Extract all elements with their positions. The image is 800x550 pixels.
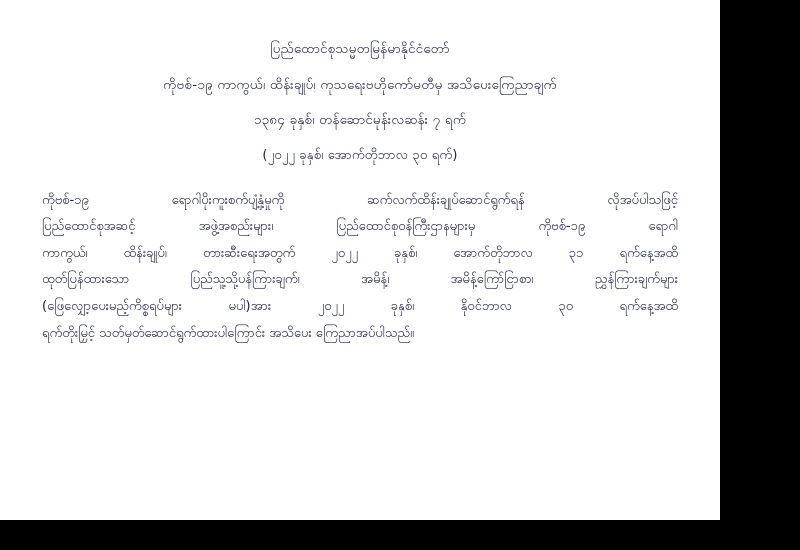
document-heading-block (40, 40, 680, 166)
paragraph-line: ထုတ်ပြန်ထားသော ပြည်သူ့သို့ပန်ကြားချက်၊ အမိန့်၊ အမိန့်ကြော်ငြာစာ၊ ညွှန်ကြားချက်များ (42, 272, 678, 288)
paragraph-line: ကိုဗစ်-၁၉ ရောဂါပိုးကူးစက်ပျံ့နှံ့မှုကို ဆက်လက်ထိန်းချုပ်ဆောင်ရွက်ရန် လိုအပ်ပါသဖြင့် (42, 192, 678, 208)
document-paragraph (40, 188, 680, 348)
paragraph-line: ကာကွယ်၊ ထိန်းချုပ်၊ တားဆီးရေးအတွက် ၂၀၂၂ ခုနှစ်၊ အောက်တိုဘာလ ၃၁ ရက်နေ့အထိ (42, 245, 678, 261)
bottom-margin-fill (0, 520, 800, 550)
paragraph-line: ပြည်ထောင်စုအဆင့် အဖွဲ့အစည်းများ၊ ပြည်ထောင်စုဝန်ကြီးဌာနများမှ ကိုဗစ်-၁၉ ရောဂါ (42, 219, 678, 235)
document-date-gregorian: (၂၀၂၂ ခုနှစ်၊ အောက်တိုဘာလ ၃၀ ရက်) (262, 147, 458, 163)
document-date-burmese-calendar: ၁၃၈၄ ခုနှစ်၊ တန်ဆောင်မုန်းလဆန်း ၇ ရက် (253, 112, 467, 129)
document-title-committee: ကိုဗစ်-၁၉ ကာကွယ်၊ ထိန်းချုပ်၊ ကုသရေးဗဟိုကော်မတီမှ အသိပေးကြေညာချက် (163, 76, 557, 93)
document-title-country: ပြည်ထောင်စုသမ္မတမြန်မာနိုင်ငံတော် (270, 41, 450, 57)
right-margin-fill (720, 0, 800, 520)
paragraph-line: (ဖြေလျှော့ပေးမည့်ကိစ္စရပ်များ မပါ)အား ၂၀၂၂ ခုနှစ်၊ နိုဝင်ဘာလ ၃၀ ရက်နေ့အထိ (42, 299, 678, 315)
paragraph-line: ရက်တိုးမြှင့် သတ်မှတ်ဆောင်ရွက်ထားပါကြောင်း အသိပေး ကြေညာအပ်ပါသည်။ (42, 325, 414, 341)
